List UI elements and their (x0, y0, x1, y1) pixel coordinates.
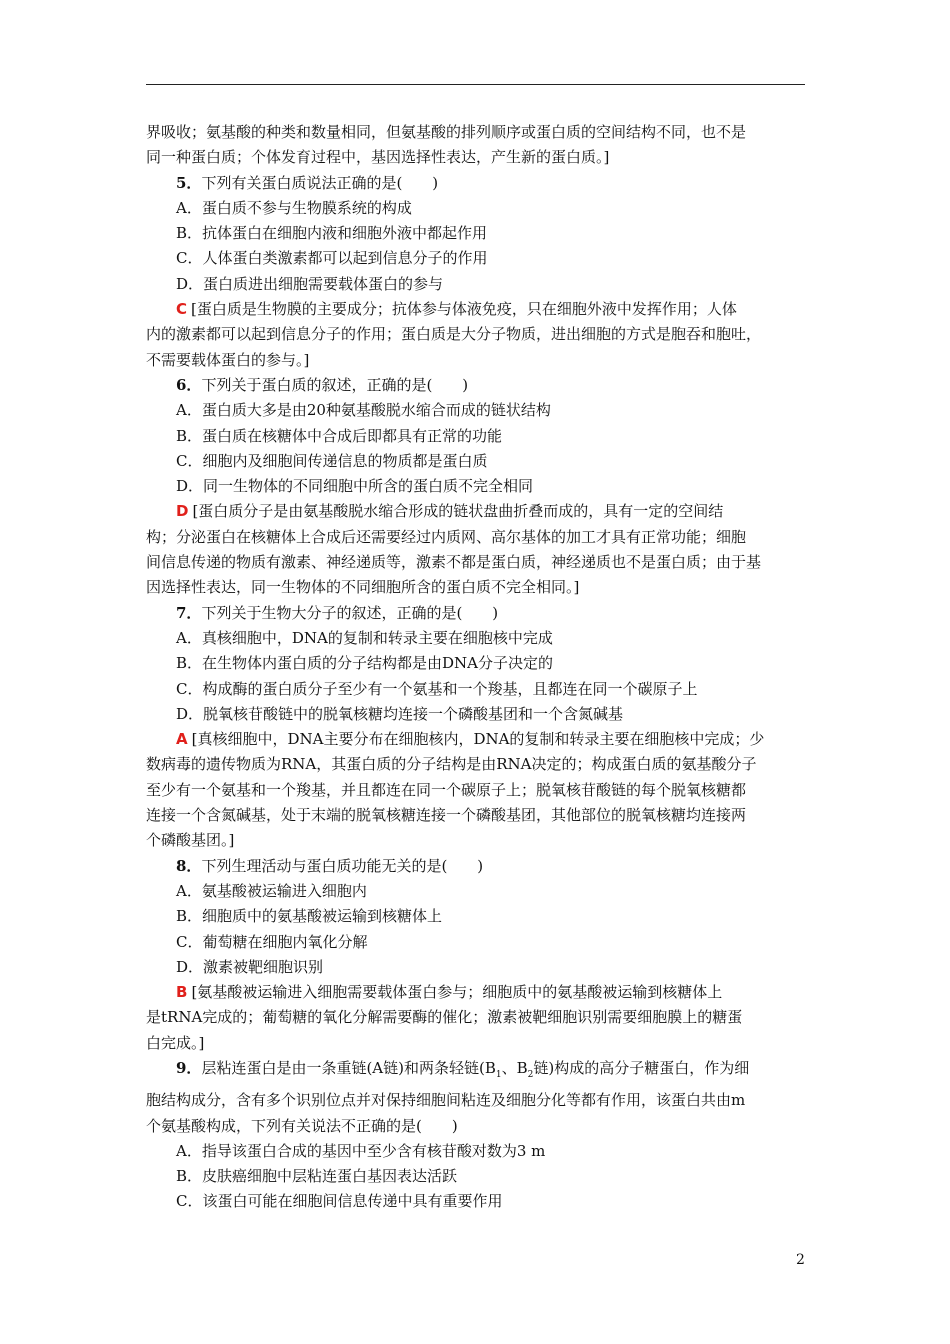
question-7-explanation-4: 连接一个含氮碱基，处于末端的脱氧核糖连接一个磷酸基团，其他部位的脱氧核糖均连接两 (146, 806, 747, 825)
question-text: 下列生理活动与蛋白质功能无关的是( ) (201, 856, 484, 875)
question-5-stem (146, 171, 811, 196)
question-5-option-c: C．人体蛋白类激素都可以起到信息分子的作用 (176, 249, 488, 268)
question-8-option-c: C．葡萄糖在细胞内氧化分解 (176, 932, 368, 951)
question-7-explanation-5: 个磷酸基团。] (146, 831, 235, 850)
question-9-option-b: B．皮肤癌细胞中层粘连蛋白基因表达活跃 (176, 1167, 458, 1186)
question-number: 5． (176, 173, 202, 192)
question-5-explanation-2: 内的激素都可以起到信息分子的作用；蛋白质是大分子物质，进出细胞的方式是胞吞和胞吐， (146, 325, 762, 344)
intro-line-2: 同一种蛋白质；个体发育过程中，基因选择性表达，产生新的蛋白质。] (146, 148, 610, 167)
question-6-explanation-4: 因选择性表达，同一生物体的不同细胞所含的蛋白质不完全相同。] (146, 578, 580, 597)
question-5-option-b: B．抗体蛋白在细胞内液和细胞外液中都起作用 (176, 224, 488, 243)
question-9-stem-3: 个氨基酸构成，下列有关说法不正确的是( ) (146, 1116, 458, 1135)
question-8-stem (146, 854, 811, 879)
question-5-option-d: D．蛋白质进出细胞需要载体蛋白的参与 (176, 274, 444, 293)
question-7-explanation-3: 至少有一个氨基和一个羧基，并且都连在同一个碳原子上；脱氧核苷酸链的每个脱氧核糖都 (146, 780, 747, 799)
question-6-explanation-1 (146, 499, 811, 524)
question-6-option-a: A．蛋白质大多是由20种氨基酸脱水缩合而成的链状结构 (176, 401, 551, 420)
explanation-text: [氨基酸被运输进入细胞需要载体蛋白参与；细胞质中的氨基酸被运输到核糖体上 (191, 983, 723, 1002)
explanation-text: [蛋白质分子是由氨基酸脱水缩合形成的链状盘曲折叠而成的，具有一定的空间结 (192, 502, 724, 521)
question-7-option-d: D．脱氧核苷酸链中的脱氧核糖均连接一个磷酸基团和一个含氮碱基 (176, 704, 624, 723)
question-text: 层粘连蛋白是由一条重链(A链)和两条轻链(B (201, 1058, 496, 1077)
explanation-text: [真核细胞中，DNA主要分布在细胞核内，DNA的复制和转录主要在细胞核中完成；少 (191, 730, 765, 749)
subscript: 2 (527, 1069, 534, 1080)
question-6-stem (146, 373, 811, 398)
answer-letter: C (176, 300, 188, 319)
question-number: 8． (176, 856, 202, 875)
question-6-explanation-2: 构；分泌蛋白在核糖体上合成后还需要经过内质网、高尔基体的加工才具有正常功能；细胞 (146, 527, 747, 546)
question-9-stem-1 (146, 1056, 811, 1088)
question-6-explanation-3: 间信息传递的物质有激素、神经递质等，激素不都是蛋白质，神经递质也不是蛋白质；由于基 (146, 553, 762, 572)
question-6-option-c: C．细胞内及细胞间传递信息的物质都是蛋白质 (176, 451, 488, 470)
question-6-option-b: B．蛋白质在核糖体中合成后即都具有正常的功能 (176, 426, 503, 445)
document-body (146, 120, 811, 1215)
question-number: 7． (176, 603, 202, 622)
question-number: 6． (176, 375, 202, 394)
explanation-text: [蛋白质是生物膜的主要成分；抗体参与体液免疫，只在细胞外液中发挥作用；人体 (191, 300, 737, 319)
question-7-option-c: C．构成酶的蛋白质分子至少有一个氨基和一个羧基，且都连在同一个碳原子上 (176, 679, 698, 698)
question-text: 下列关于生物大分子的叙述，正确的是( ) (201, 603, 499, 622)
question-8-option-a: A．氨基酸被运输进入细胞内 (176, 881, 367, 900)
question-7-option-b: B．在生物体内蛋白质的分子结构都是由DNA分子决定的 (176, 654, 554, 673)
question-5-option-a: A．蛋白质不参与生物膜系统的构成 (176, 198, 412, 217)
subscript: 1 (495, 1069, 502, 1080)
question-number: 9． (176, 1058, 202, 1077)
header-rule (146, 84, 805, 85)
question-7-explanation-2: 数病毒的遗传物质为RNA，其蛋白质的分子结构是由RNA决定的；构成蛋白质的氨基酸分子 (146, 755, 757, 774)
question-5-explanation-3: 不需要载体蛋白的参与。] (146, 350, 310, 369)
answer-letter: D (176, 502, 189, 521)
question-9-option-c: C．该蛋白可能在细胞间信息传递中具有重要作用 (176, 1192, 503, 1211)
answer-letter: B (176, 983, 188, 1002)
question-7-option-a: A．真核细胞中，DNA的复制和转录主要在细胞核中完成 (176, 628, 553, 647)
question-7-explanation-1 (146, 727, 811, 752)
question-9-stem-2: 胞结构成分，含有多个识别位点并对保持细胞间粘连及细胞分化等都有作用，该蛋白共由m (146, 1091, 746, 1110)
question-7-stem (146, 601, 811, 626)
question-8-option-d: D．激素被靶细胞识别 (176, 957, 324, 976)
page-number: 2 (796, 1252, 805, 1268)
question-9-option-a: A．指导该蛋白合成的基因中至少含有核苷酸对数为3 m (176, 1141, 546, 1160)
intro-line-1: 界吸收；氨基酸的种类和数量相同，但氨基酸的排列顺序或蛋白质的空间结构不同，也不是 (146, 123, 747, 141)
question-text: 、B (501, 1058, 528, 1077)
question-text: 链)构成的高分子糖蛋白，作为细 (533, 1058, 750, 1077)
question-6-option-d: D．同一生物体的不同细胞中所含的蛋白质不完全相同 (176, 477, 534, 496)
question-8-explanation-2: 是tRNA完成的；葡萄糖的氧化分解需要酶的催化；激素被靶细胞识别需要细胞膜上的糖蛋 (146, 1008, 743, 1027)
answer-letter: A (176, 730, 188, 749)
question-text: 下列关于蛋白质的叙述，正确的是( ) (201, 375, 469, 394)
question-text: 下列有关蛋白质说法正确的是( ) (201, 173, 439, 192)
question-8-explanation-3: 白完成。] (146, 1033, 205, 1052)
question-8-explanation-1 (146, 980, 811, 1005)
question-8-option-b: B．细胞质中的氨基酸被运输到核糖体上 (176, 907, 443, 926)
question-5-explanation-1 (146, 297, 811, 322)
